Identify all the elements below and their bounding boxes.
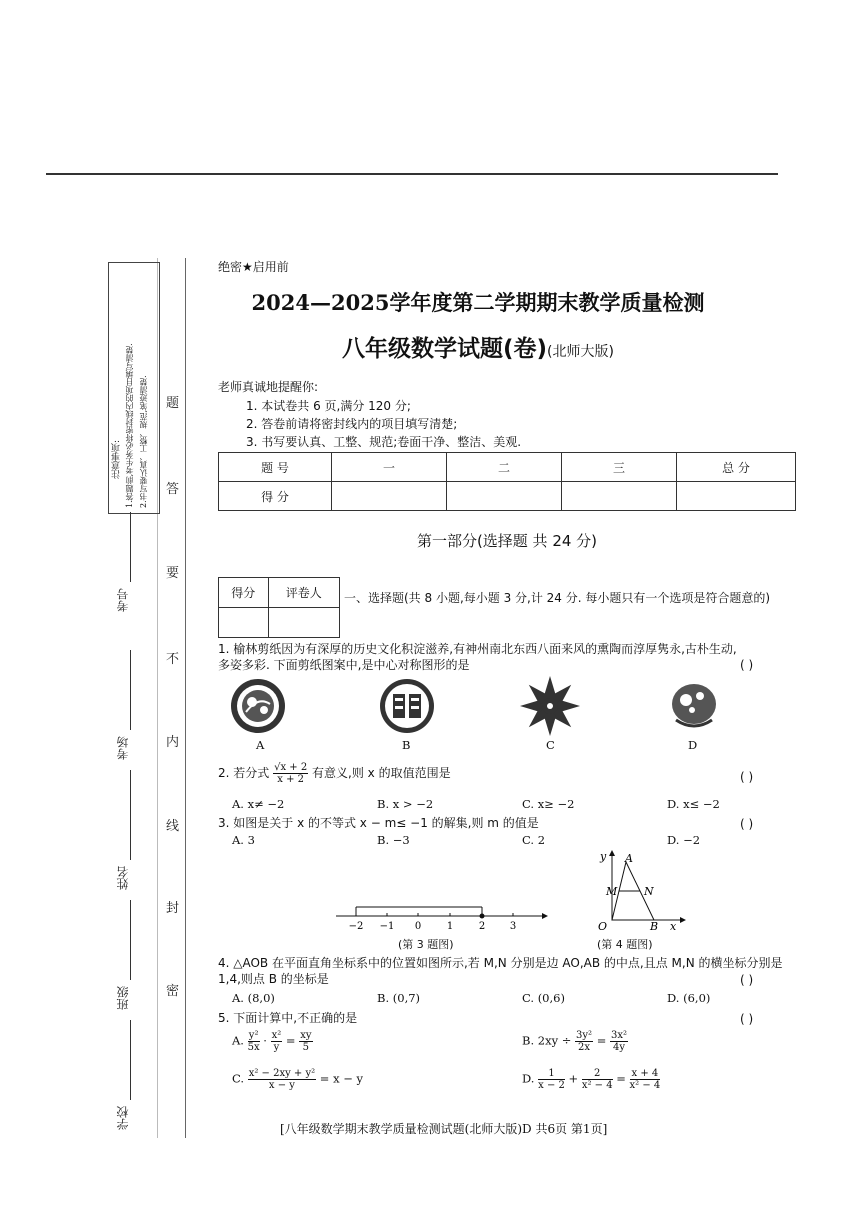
exam-room-label: 考场 <box>116 736 130 760</box>
option-a[interactable]: A. (8,0) <box>232 991 275 1005</box>
numerator: x² <box>271 1030 282 1041</box>
option-a[interactable] <box>232 1030 313 1053</box>
tick-label: 3 <box>509 921 517 932</box>
page-footer: [八年级数学期末教学质量检测试题(北师大版)D 共6页 第1页] <box>280 1122 608 1136</box>
denominator: 5 <box>302 1042 310 1053</box>
subtitle-text: 八年级数学试题(卷) <box>342 336 548 362</box>
rule-item: 3. 书写要认真、工整、规范;卷面干净、整洁、美观. <box>246 435 522 449</box>
fraction <box>538 1068 565 1091</box>
option-letter: A. <box>232 1033 244 1048</box>
tick-label: 0 <box>414 921 422 932</box>
score-input-cell[interactable] <box>332 482 447 511</box>
score-table <box>218 452 796 511</box>
exam-room-line[interactable] <box>130 650 131 730</box>
fig3-caption: (第 3 题图) <box>398 938 454 951</box>
tick-label: 2 <box>478 921 486 932</box>
numerator: x² − 2xy + y² <box>248 1068 316 1079</box>
option-letter: D. <box>522 1071 535 1086</box>
notice-item-2: 2.书写要认真、工整、规范,笔迹清楚. <box>139 375 148 508</box>
class-line[interactable] <box>130 900 131 980</box>
rule-item: 2. 答卷前请将密封线内的项目填写清楚; <box>246 417 458 431</box>
operator: = <box>593 1033 610 1048</box>
option-c[interactable]: C. (0,6) <box>522 991 565 1005</box>
operator: + <box>564 1071 582 1086</box>
question-4: 4. △AOB 在平面直角坐标系中的位置如图所示,若 M,N 分别是边 AO,AB 的中点,且点 M,N 的横坐标分别是 1,4,则点 B 的坐标是 <box>218 956 783 986</box>
point-label: A <box>625 852 633 865</box>
grader-table <box>218 577 340 638</box>
tick-label: −1 <box>379 921 395 932</box>
name-line[interactable] <box>130 770 131 860</box>
option-a-papercut <box>226 676 290 736</box>
point-label: M <box>606 885 618 898</box>
table-cell: 得 分 <box>219 482 332 511</box>
option-c[interactable] <box>232 1068 363 1091</box>
denominator: y <box>273 1042 280 1053</box>
fig4-caption: (第 4 题图) <box>597 938 653 951</box>
class-label: 班级 <box>116 986 130 1010</box>
numerator: x + 4 <box>631 1068 659 1079</box>
option-a-label[interactable]: A <box>256 738 265 752</box>
option-c-label[interactable]: C <box>546 738 555 752</box>
option-d-papercut <box>662 676 726 736</box>
table-row <box>219 482 796 511</box>
score-input-cell[interactable] <box>677 482 796 511</box>
table-cell: 评卷人 <box>268 578 340 608</box>
option-a[interactable]: A. x≠ −2 <box>232 797 285 811</box>
fraction <box>248 1030 260 1053</box>
q2-denominator: x + 2 <box>277 774 305 785</box>
question-5: 5. 下面计算中,不正确的是 <box>218 1011 358 1025</box>
numerator: xy <box>300 1030 312 1041</box>
answer-paren[interactable]: ( ) <box>740 770 754 784</box>
option-b[interactable]: B. −3 <box>377 833 410 847</box>
exam-number-line[interactable] <box>130 512 131 582</box>
grader-input-cell[interactable] <box>268 608 340 638</box>
school-label: 学校 <box>116 1106 130 1130</box>
denominator: x − 2 <box>538 1080 565 1091</box>
question-1: 1. 榆林剪纸因为有深厚的历史文化积淀滋养,有神州南北东西八面来风的熏陶而淳厚隽永,古朴生动,多姿多彩. 下面剪纸图案中,是中心对称图形的是 <box>218 642 737 672</box>
operator: = <box>282 1033 300 1048</box>
number-line-figure <box>336 896 550 936</box>
answer-paren[interactable]: ( ) <box>740 973 754 987</box>
answer-paren[interactable]: ( ) <box>740 658 754 672</box>
option-b[interactable] <box>522 1030 628 1053</box>
option-d[interactable] <box>522 1068 660 1091</box>
edition-text: (北师大版) <box>547 344 614 360</box>
numerator: 3y² <box>576 1030 593 1041</box>
denominator: 4y <box>613 1042 626 1053</box>
numerator: y² <box>248 1030 259 1041</box>
point-label: B <box>650 920 659 933</box>
option-b-papercut <box>375 676 439 736</box>
option-letter: C. <box>232 1071 245 1086</box>
seal-char: 答 <box>166 482 180 497</box>
fraction <box>582 1068 613 1091</box>
fraction <box>610 1030 628 1053</box>
part-heading: 第一部分(选择题 共 24 分) <box>416 532 598 550</box>
q2-fraction <box>273 762 308 785</box>
seal-char: 内 <box>166 735 180 750</box>
exam-number-label: 考号 <box>116 588 130 612</box>
option-letter: B. <box>522 1033 535 1048</box>
tick-label: −2 <box>348 921 364 932</box>
score-input-cell[interactable] <box>562 482 677 511</box>
table-cell: 总 分 <box>677 453 796 482</box>
school-line[interactable] <box>130 1020 131 1100</box>
name-label: 姓名 <box>116 866 130 890</box>
table-cell: 二 <box>447 453 562 482</box>
score-input-cell[interactable] <box>219 608 269 638</box>
option-a[interactable]: A. 3 <box>232 833 255 847</box>
table-row <box>219 578 340 608</box>
notice-item-1: 1.答题前,考生务必将密封线内的项目填写清楚. <box>125 343 134 508</box>
seal-line <box>185 258 186 1138</box>
option-b[interactable]: B. x > −2 <box>377 797 434 811</box>
axis-label: x <box>670 920 677 933</box>
exam-title: 2024—2025学年度第二学期期末教学质量检测 <box>251 290 705 315</box>
axis-label: y <box>600 850 607 863</box>
answer-paren[interactable]: ( ) <box>740 817 754 831</box>
q2-post: 有意义,则 x 的取值范围是 <box>312 766 451 780</box>
table-cell: 题 号 <box>219 453 332 482</box>
option-b[interactable]: B. (0,7) <box>377 991 421 1005</box>
exam-subtitle <box>218 330 738 363</box>
table-cell: 三 <box>562 453 677 482</box>
answer-paren[interactable]: ( ) <box>740 1012 754 1026</box>
q2-numerator: √x + 2 <box>274 762 308 773</box>
seal-char: 题 <box>166 396 180 411</box>
seal-char: 不 <box>166 652 180 667</box>
operator: = <box>612 1071 630 1086</box>
point-label: O <box>598 920 608 933</box>
seal-char: 要 <box>166 566 180 581</box>
denominator: x² − 4 <box>581 1080 613 1091</box>
option-d[interactable]: D. x≤ −2 <box>667 797 720 811</box>
numerator: 3x² <box>611 1030 628 1041</box>
table-cell: 得分 <box>219 578 269 608</box>
fraction <box>630 1068 661 1091</box>
q2-pre: 2. 若分式 <box>218 766 270 780</box>
option-c[interactable]: C. 2 <box>522 833 546 847</box>
option-d[interactable]: D. −2 <box>667 833 701 847</box>
top-rule <box>46 173 778 175</box>
fraction <box>248 1068 316 1091</box>
denominator: x² − 4 <box>629 1080 661 1091</box>
table-cell: 一 <box>332 453 447 482</box>
fraction <box>271 1030 283 1053</box>
option-d[interactable]: D. (6,0) <box>667 991 711 1005</box>
remind-title: 老师真诚地提醒你: <box>218 380 319 394</box>
top-secret-label: 绝密★启用前 <box>218 260 289 274</box>
rule-item: 1. 本试卷共 6 页,满分 120 分; <box>246 399 411 413</box>
notice-title: 注意事项: <box>112 440 122 480</box>
table-row <box>219 608 340 638</box>
fraction <box>575 1030 593 1053</box>
denominator: 2x <box>578 1042 591 1053</box>
numerator: 1 <box>538 1068 565 1080</box>
seal-char: 线 <box>166 819 180 834</box>
seal-char: 封 <box>166 901 180 916</box>
table-row <box>219 453 796 482</box>
score-input-cell[interactable] <box>447 482 562 511</box>
term: 2xy ÷ <box>537 1033 576 1048</box>
tick-label: 1 <box>446 921 454 932</box>
triangle-figure <box>592 848 688 934</box>
option-b-label[interactable]: B <box>402 738 411 752</box>
result: = x − y <box>316 1071 364 1086</box>
numerator: 2 <box>582 1068 613 1080</box>
section-heading: 一、选择题(共 8 小题,每小题 3 分,计 24 分. 每小题只有一个选项是符合题意的) <box>344 591 771 605</box>
fraction <box>299 1030 312 1053</box>
operator: · <box>259 1033 271 1048</box>
point-label: N <box>644 885 654 898</box>
seal-char: 密 <box>166 984 180 999</box>
option-d-label[interactable]: D <box>688 738 698 752</box>
question-2 <box>218 762 451 785</box>
option-c-papercut <box>518 674 582 738</box>
question-3: 3. 如图是关于 x 的不等式 x − m≤ −1 的解集,则 m 的值是 <box>218 816 539 830</box>
option-c[interactable]: C. x≥ −2 <box>522 797 575 811</box>
denominator: 5x <box>247 1042 260 1053</box>
denominator: x − y <box>268 1080 295 1091</box>
